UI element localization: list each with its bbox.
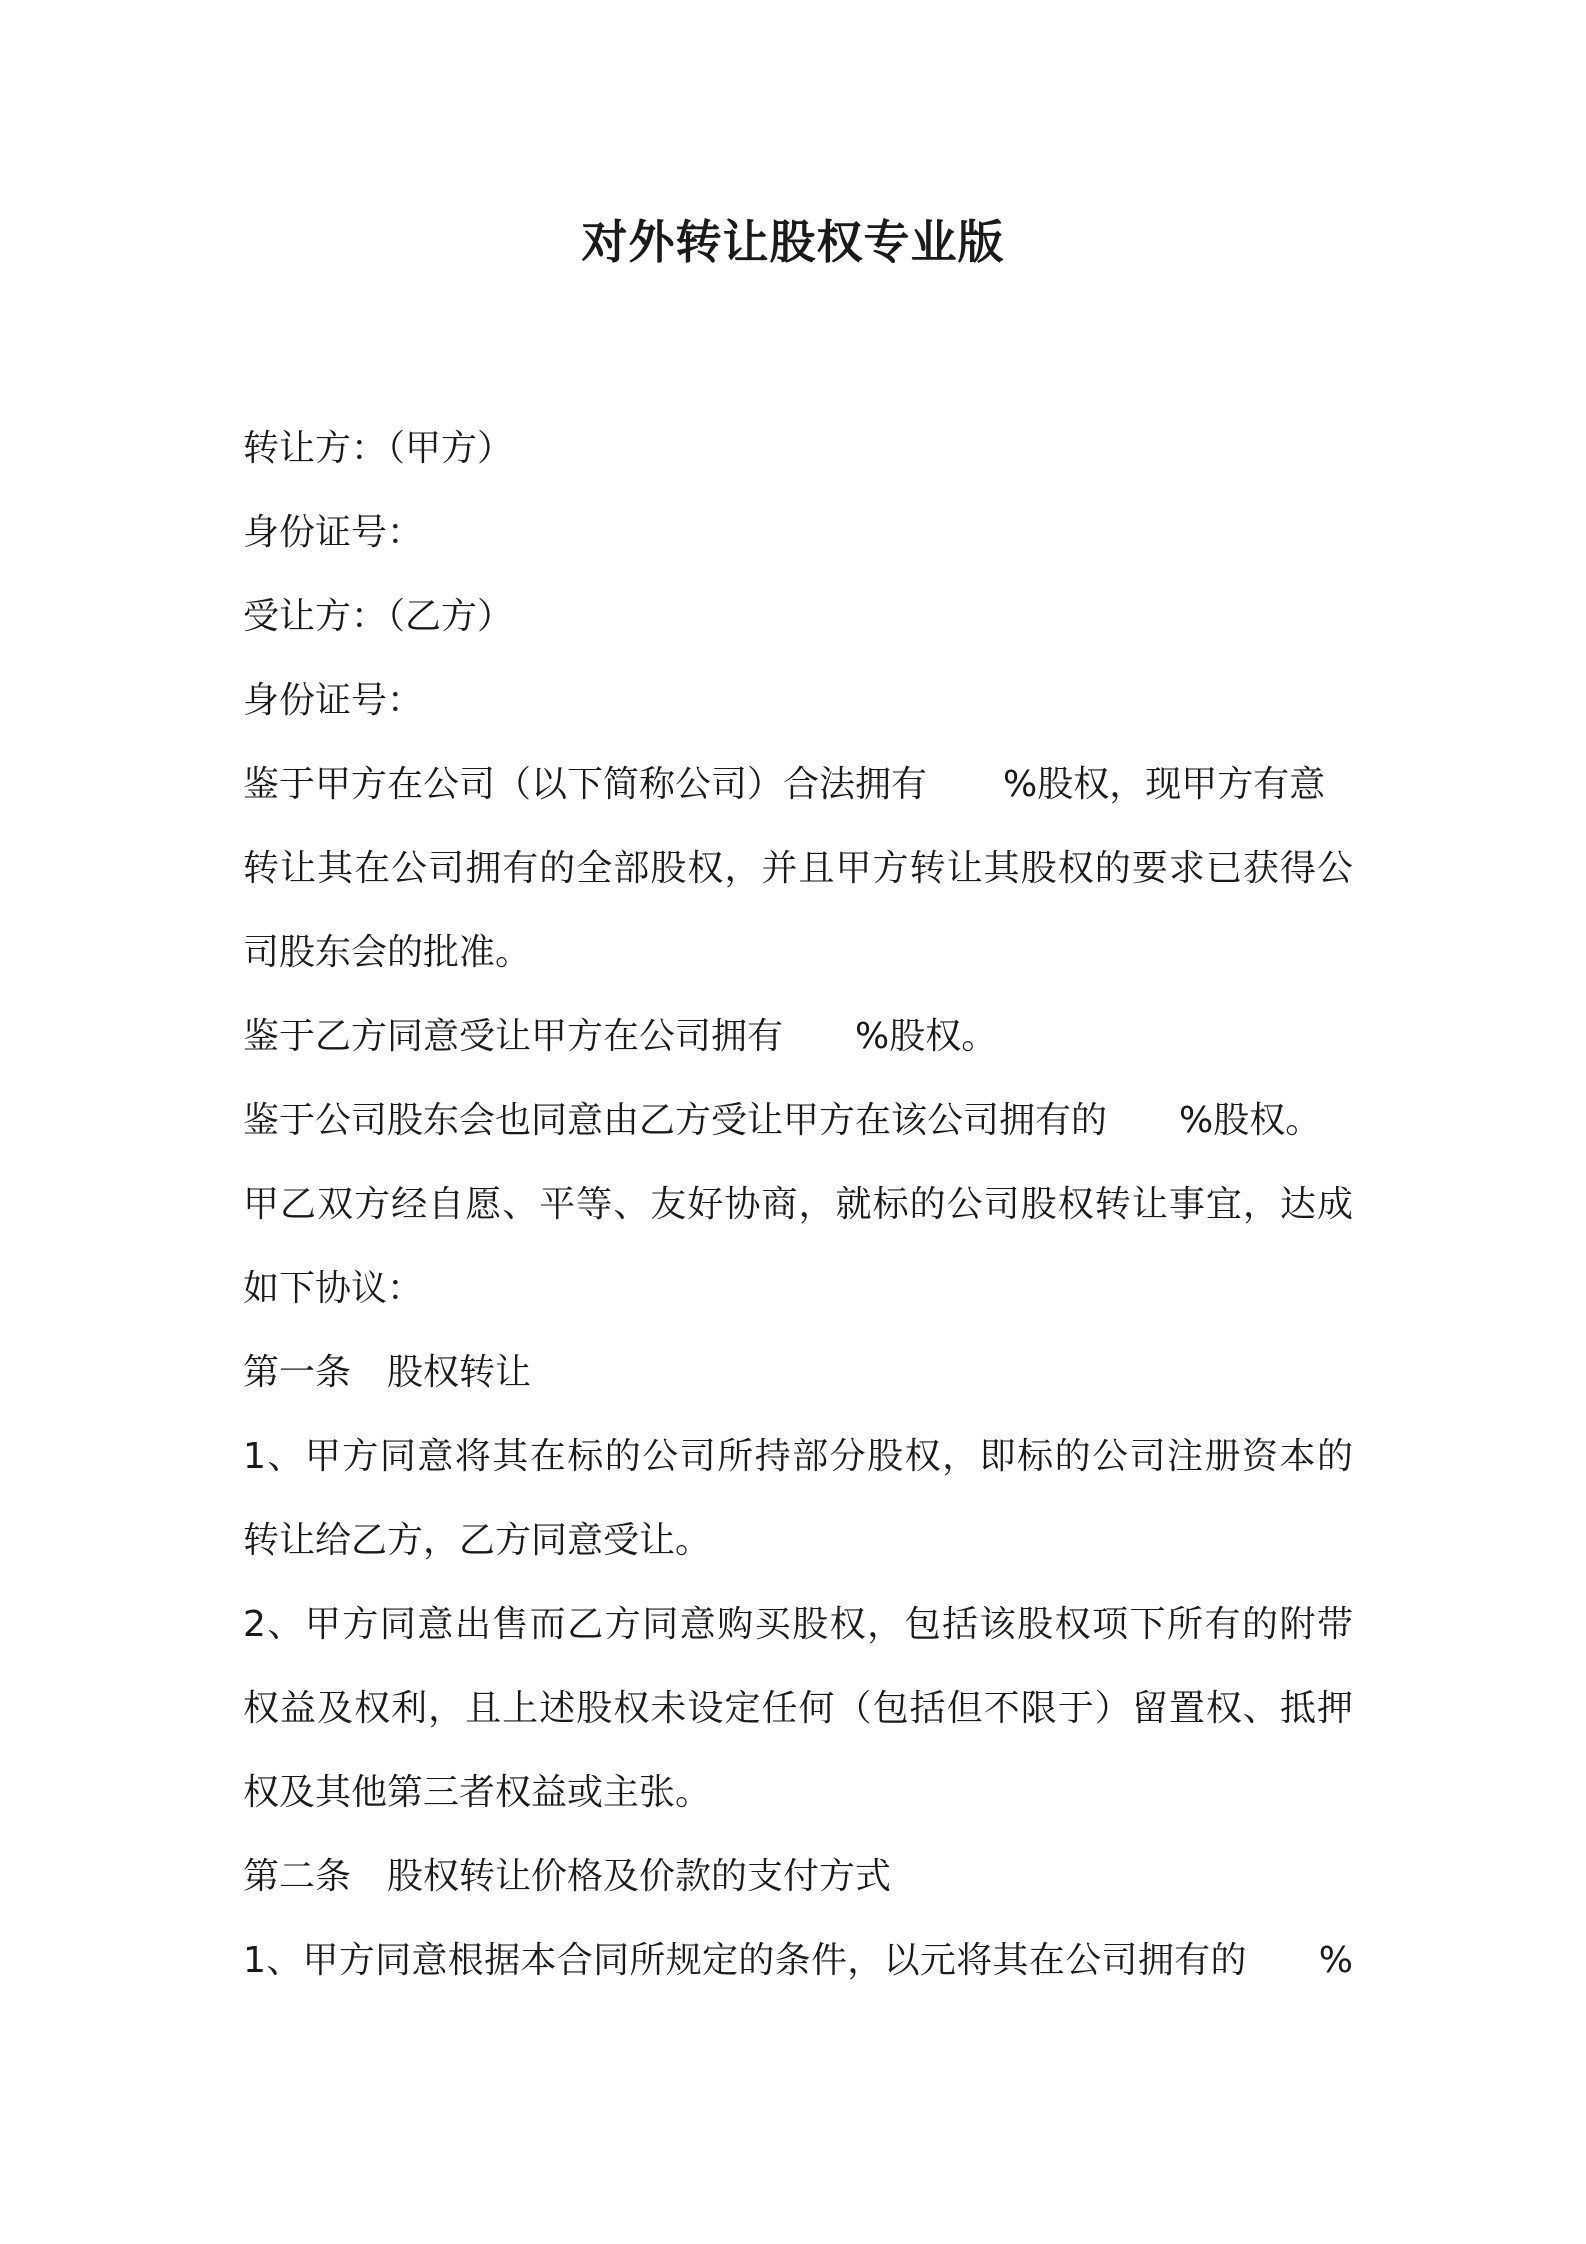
article-1-clause-2-line-2: 权益及权利，且上述股权未设定任何（包括但不限于）留置权、抵押 <box>243 1688 1353 1729</box>
article-title: 股权转让 <box>387 1352 532 1393</box>
whereas-paragraph-1-line-2: 转让其在公司拥有的全部股权，并且甲方转让其股权的要求已获得公 <box>243 848 1353 889</box>
article-1-clause-2-line-3: 权及其他第三者权益或主张。 <box>243 1772 712 1813</box>
text-segment: %股权。 <box>1179 1100 1322 1141</box>
whereas-paragraph-2 <box>243 995 1353 1079</box>
text-segment: % <box>1318 1940 1353 1981</box>
article-number: 第二条 <box>243 1856 352 1897</box>
transferor-line: 转让方：（甲方） <box>243 428 514 469</box>
text-segment: 鉴于甲方在公司（以下简称公司）合法拥有 <box>243 764 928 805</box>
article-title: 股权转让价格及价款的支付方式 <box>387 1856 892 1897</box>
whereas-paragraph-1-line-3: 司股东会的批准。 <box>243 932 532 973</box>
article-1-clause-1-line-1: 1、甲方同意将其在标的公司所持部分股权，即标的公司注册资本的 <box>243 1436 1353 1477</box>
article-2-clause-1-line-1 <box>243 1919 1353 2003</box>
transferee-line: 受让方：（乙方） <box>243 596 514 637</box>
article-number: 第一条 <box>243 1352 352 1393</box>
agreement-intro-line-2: 如下协议： <box>243 1268 424 1309</box>
article-2-heading <box>243 1835 1353 1919</box>
transferor-id-line: 身份证号： <box>243 512 424 553</box>
transferee-id-line: 身份证号： <box>243 680 424 721</box>
agreement-intro-line-1: 甲乙双方经自愿、平等、友好协商，就标的公司股权转让事宜，达成 <box>243 1184 1353 1225</box>
text-segment: %股权。 <box>855 1016 998 1057</box>
article-1-heading <box>243 1331 1353 1415</box>
article-1-clause-2-line-1: 2、甲方同意出售而乙方同意购买股权，包括该股权项下所有的附带 <box>243 1604 1353 1645</box>
document-body <box>243 407 1353 2003</box>
article-1-clause-1-line-2: 转让给乙方，乙方同意受让。 <box>243 1520 712 1561</box>
whereas-paragraph-3 <box>243 1079 1353 1163</box>
text-segment: 鉴于乙方同意受让甲方在公司拥有 <box>243 1016 784 1057</box>
text-segment: %股权，现甲方有意 <box>1003 764 1326 805</box>
text-segment: 1、甲方同意根据本合同所规定的条件，以元将其在公司拥有的 <box>243 1940 1247 1981</box>
text-segment: 鉴于公司股东会也同意由乙方受让甲方在该公司拥有的 <box>243 1100 1108 1141</box>
whereas-paragraph-1-line-1 <box>243 743 1353 827</box>
document-title: 对外转让股权专业版 <box>581 215 1005 269</box>
